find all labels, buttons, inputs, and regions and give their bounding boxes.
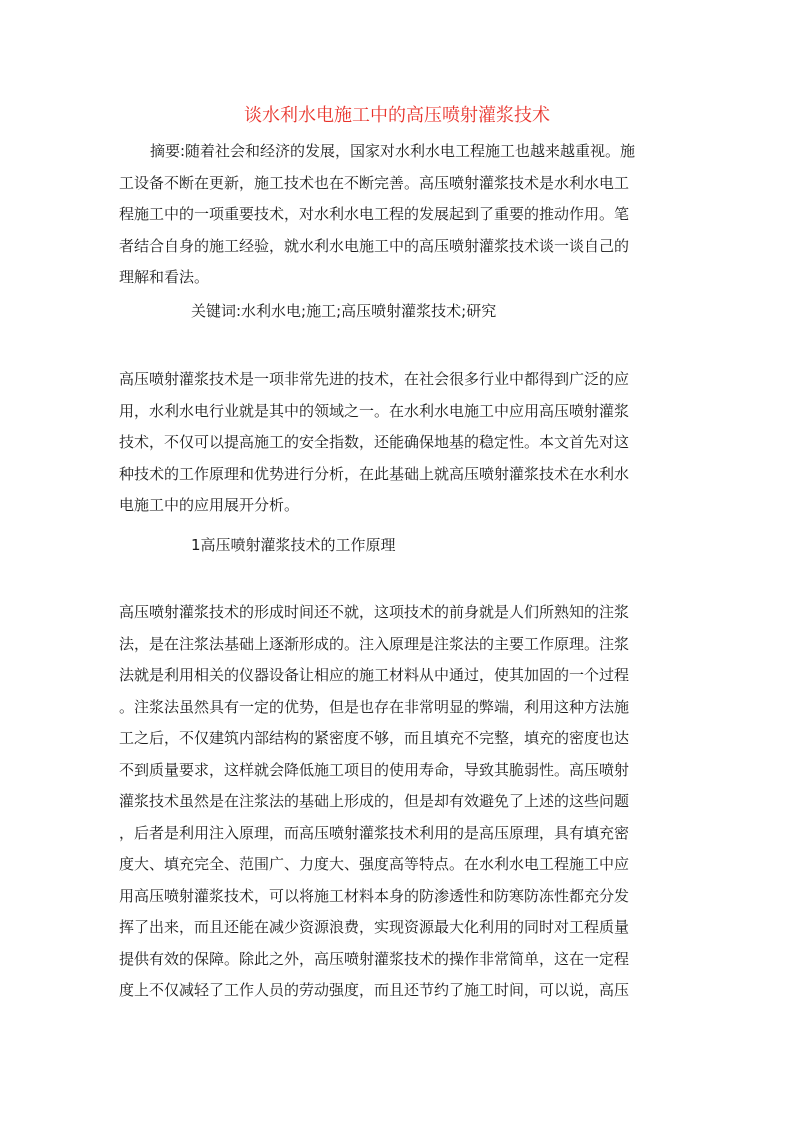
section1-line: 提供有效的保障。除此之外，高压喷射灌浆技术的操作非常简单，这在一定程 (119, 949, 630, 968)
section1-line: 法，是在注浆法基础上逐渐形成的。注入原理是注浆法的主要工作原理。注浆 (119, 634, 630, 653)
section1-line: 法就是利用相关的仪器设备让相应的施工材料从中通过，使其加固的一个过程 (119, 666, 630, 684)
document-title: 谈水利水电施工中的高压喷射灌浆技术 (244, 105, 550, 126)
section1-line: 挥了出来，而且还能在减少资源浪费，实现资源最大化利用的同时对工程质量 (119, 918, 630, 936)
intro-line: 种技术的工作原理和优势进行分析，在此基础上就高压喷射灌浆技术在水利水 (119, 464, 630, 483)
section1-line: 不到质量要求，这样就会降低施工项目的使用寿命，导致其脆弱性。高压喷射 (119, 760, 630, 779)
section1-paragraph (119, 597, 675, 1007)
section1-line: 度上不仅减轻了工作人员的劳动强度，而且还节约了施工时间，可以说，高压 (119, 981, 630, 999)
abstract-line: 摘要:随着社会和经济的发展，国家对水利水电工程施工也越来越重视。施 (150, 142, 636, 160)
section1-line: 灌浆技术虽然是在注浆法的基础上形成的，但是却有效避免了上述的这些问题 (119, 792, 630, 810)
section1-line: 高压喷射灌浆技术的形成时间还不就，这项技术的前身就是人们所熟知的注浆 (119, 603, 630, 621)
intro-line: 高压喷射灌浆技术是一项非常先进的技术，在社会很多行业中都得到广泛的应 (119, 370, 630, 388)
abstract-paragraph (119, 136, 675, 294)
section-heading: 1高压喷射灌浆技术的工作原理 (191, 536, 396, 554)
section1-line: 工之后，不仅建筑内部结构的紧密度不够，而且填充不完整，填充的密度也达 (119, 729, 630, 747)
section1-line: 。注浆法虽然具有一定的优势，但是也存在非常明显的弊端，利用这种方法施 (119, 697, 630, 716)
intro-paragraph (119, 364, 675, 522)
section1-line: 用高压喷射灌浆技术，可以将施工材料本身的防渗透性和防寒防冻性都充分发 (119, 886, 630, 905)
intro-line: 技术，不仅可以提高施工的安全指数，还能确保地基的稳定性。本文首先对这 (119, 433, 630, 451)
intro-line: 电施工中的应用展开分析。 (119, 496, 300, 514)
section1-line: 度大、填充完全、范围广、力度大、强度高等特点。在水利水电工程施工中应 (119, 855, 630, 873)
abstract-line: 理解和看法。 (119, 268, 210, 286)
intro-line: 用，水利水电行业就是其中的领域之一。在水利水电施工中应用高压喷射灌浆 (119, 401, 630, 420)
section1-line: ，后者是利用注入原理，而高压喷射灌浆技术利用的是高压原理，具有填充密 (119, 823, 630, 842)
abstract-line: 程施工中的一项重要技术，对水利水电工程的发展起到了重要的推动作用。笔 (119, 205, 630, 223)
abstract-line: 工设备不断在更新，施工技术也在不断完善。高压喷射灌浆技术是水利水电工 (119, 173, 630, 192)
abstract-line: 者结合自身的施工经验，就水利水电施工中的高压喷射灌浆技术谈一谈自己的 (119, 236, 630, 255)
keywords-line: 关键词:水利水电;施工;高压喷射灌浆技术;研究 (191, 302, 497, 320)
